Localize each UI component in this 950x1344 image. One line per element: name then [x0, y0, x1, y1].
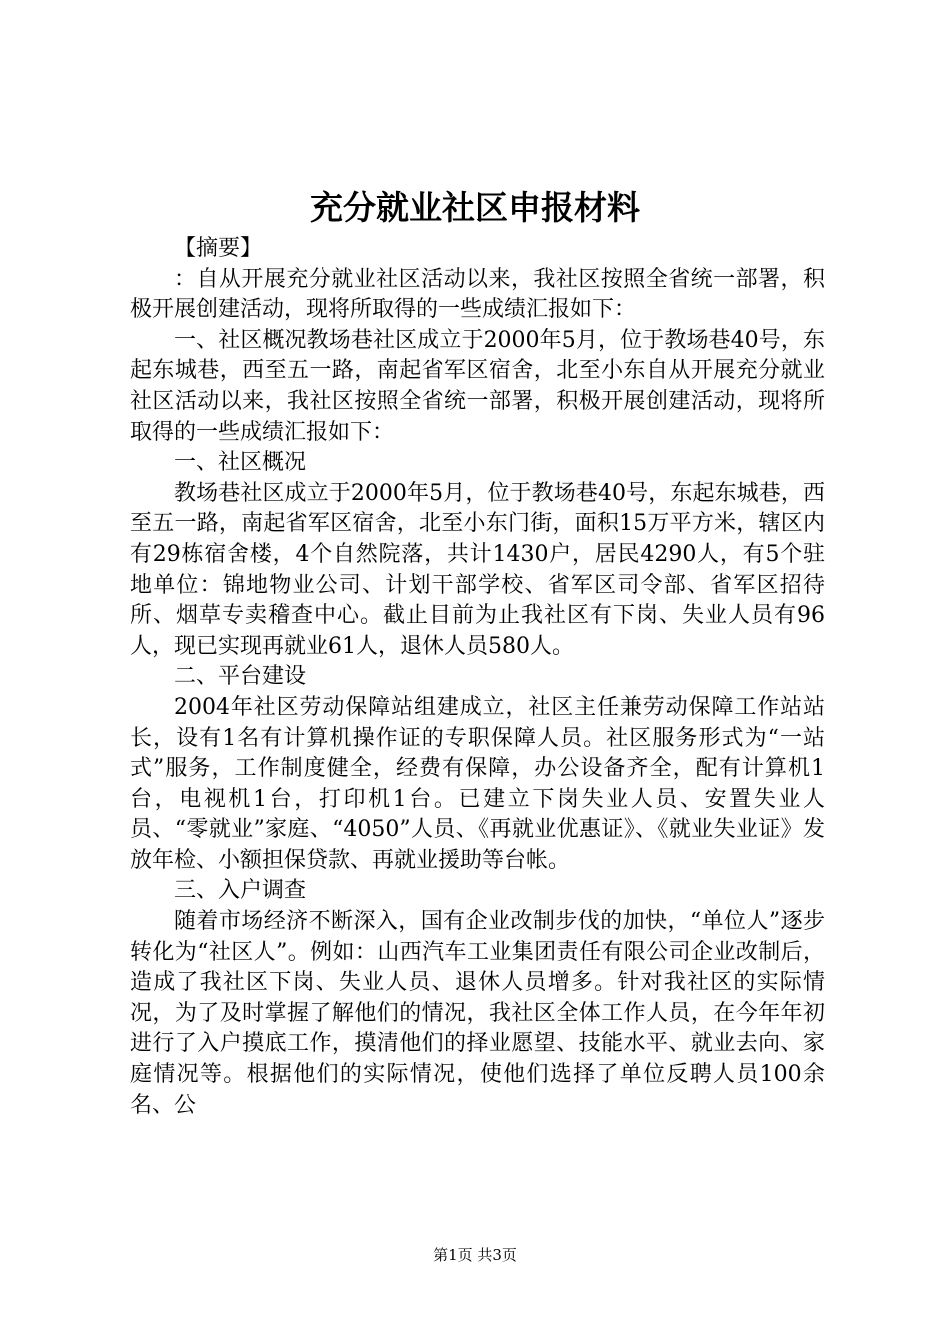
paragraph-intro: ：自从开展充分就业社区活动以来，我社区按照全省统一部署，积极开展创建活动，现将所取得的一些成绩汇报如下： — [130, 266, 825, 323]
section-heading-platform: 二、平台建设 — [174, 664, 307, 690]
section-heading-survey: 三、入户调查 — [174, 878, 307, 904]
paragraph-overview: 教场巷社区成立于2000年5月，位于教场巷40号，东起东城巷，西至五一路，南起省军区宿舍，北至小东门街，面积15万平方米，辖区内有29栋宿舍楼，4个自然院落，共计1430户，居民4290人，有5个驻地单位：锦地物业公司、计划干部学校、省军区司令部、省军区招待所、烟草专卖稽查中心。截止目前为止我社区有下岗、失业人员有96人，现已实现再就业61人，退休人员580人。 — [130, 480, 825, 659]
paragraph-survey: 随着市场经济不断深入，国有企业改制步伐的加快，“单位人”逐步转化为“社区人”。例如：山西汽车工业集团责任有限公司企业改制后，造成了我社区下岗、失业人员、退休人员增多。针对我社区的实际情况，为了及时掌握了解他们的情况，我社区全体工作人员，在今年年初进行了入户摸底工作，摸清他们的择业愿望、技能水平、就业去向、家庭情况等。根据他们的实际情况，使他们选择了单位反聘人员100余名、公 — [130, 909, 825, 1118]
page-number-footer: 第1页 共3页 — [433, 1246, 517, 1264]
paragraph-overview-summary: 一、社区概况教场巷社区成立于2000年5月，位于教场巷40号，东起东城巷，西至五一路，南起省军区宿舍，北至小东自从开展充分就业社区活动以来，我社区按照全省统一部署，积极开展创建活动，现将所取得的一些成绩汇报如下： — [130, 327, 825, 445]
section-heading-overview: 一、社区概况 — [174, 450, 307, 476]
abstract-label: 【摘要】 — [174, 236, 263, 261]
document-title: 充分就业社区申报材料 — [310, 188, 640, 227]
document-body — [130, 234, 825, 1121]
paragraph-platform: 2004年社区劳动保障站组建成立，社区主任兼劳动保障工作站站长，设有1名有计算机操作证的专职保障人员。社区服务形式为“一站式”服务，工作制度健全，经费有保障，办公设备齐全，配有计算机1台，电视机1台，打印机1台。已建立下岗失业人员、安置失业人员、“零就业”家庭、“4050”人员、《再就业优惠证》、《就业失业证》发放年检、小额担保贷款、再就业援助等台帐。 — [130, 694, 825, 873]
